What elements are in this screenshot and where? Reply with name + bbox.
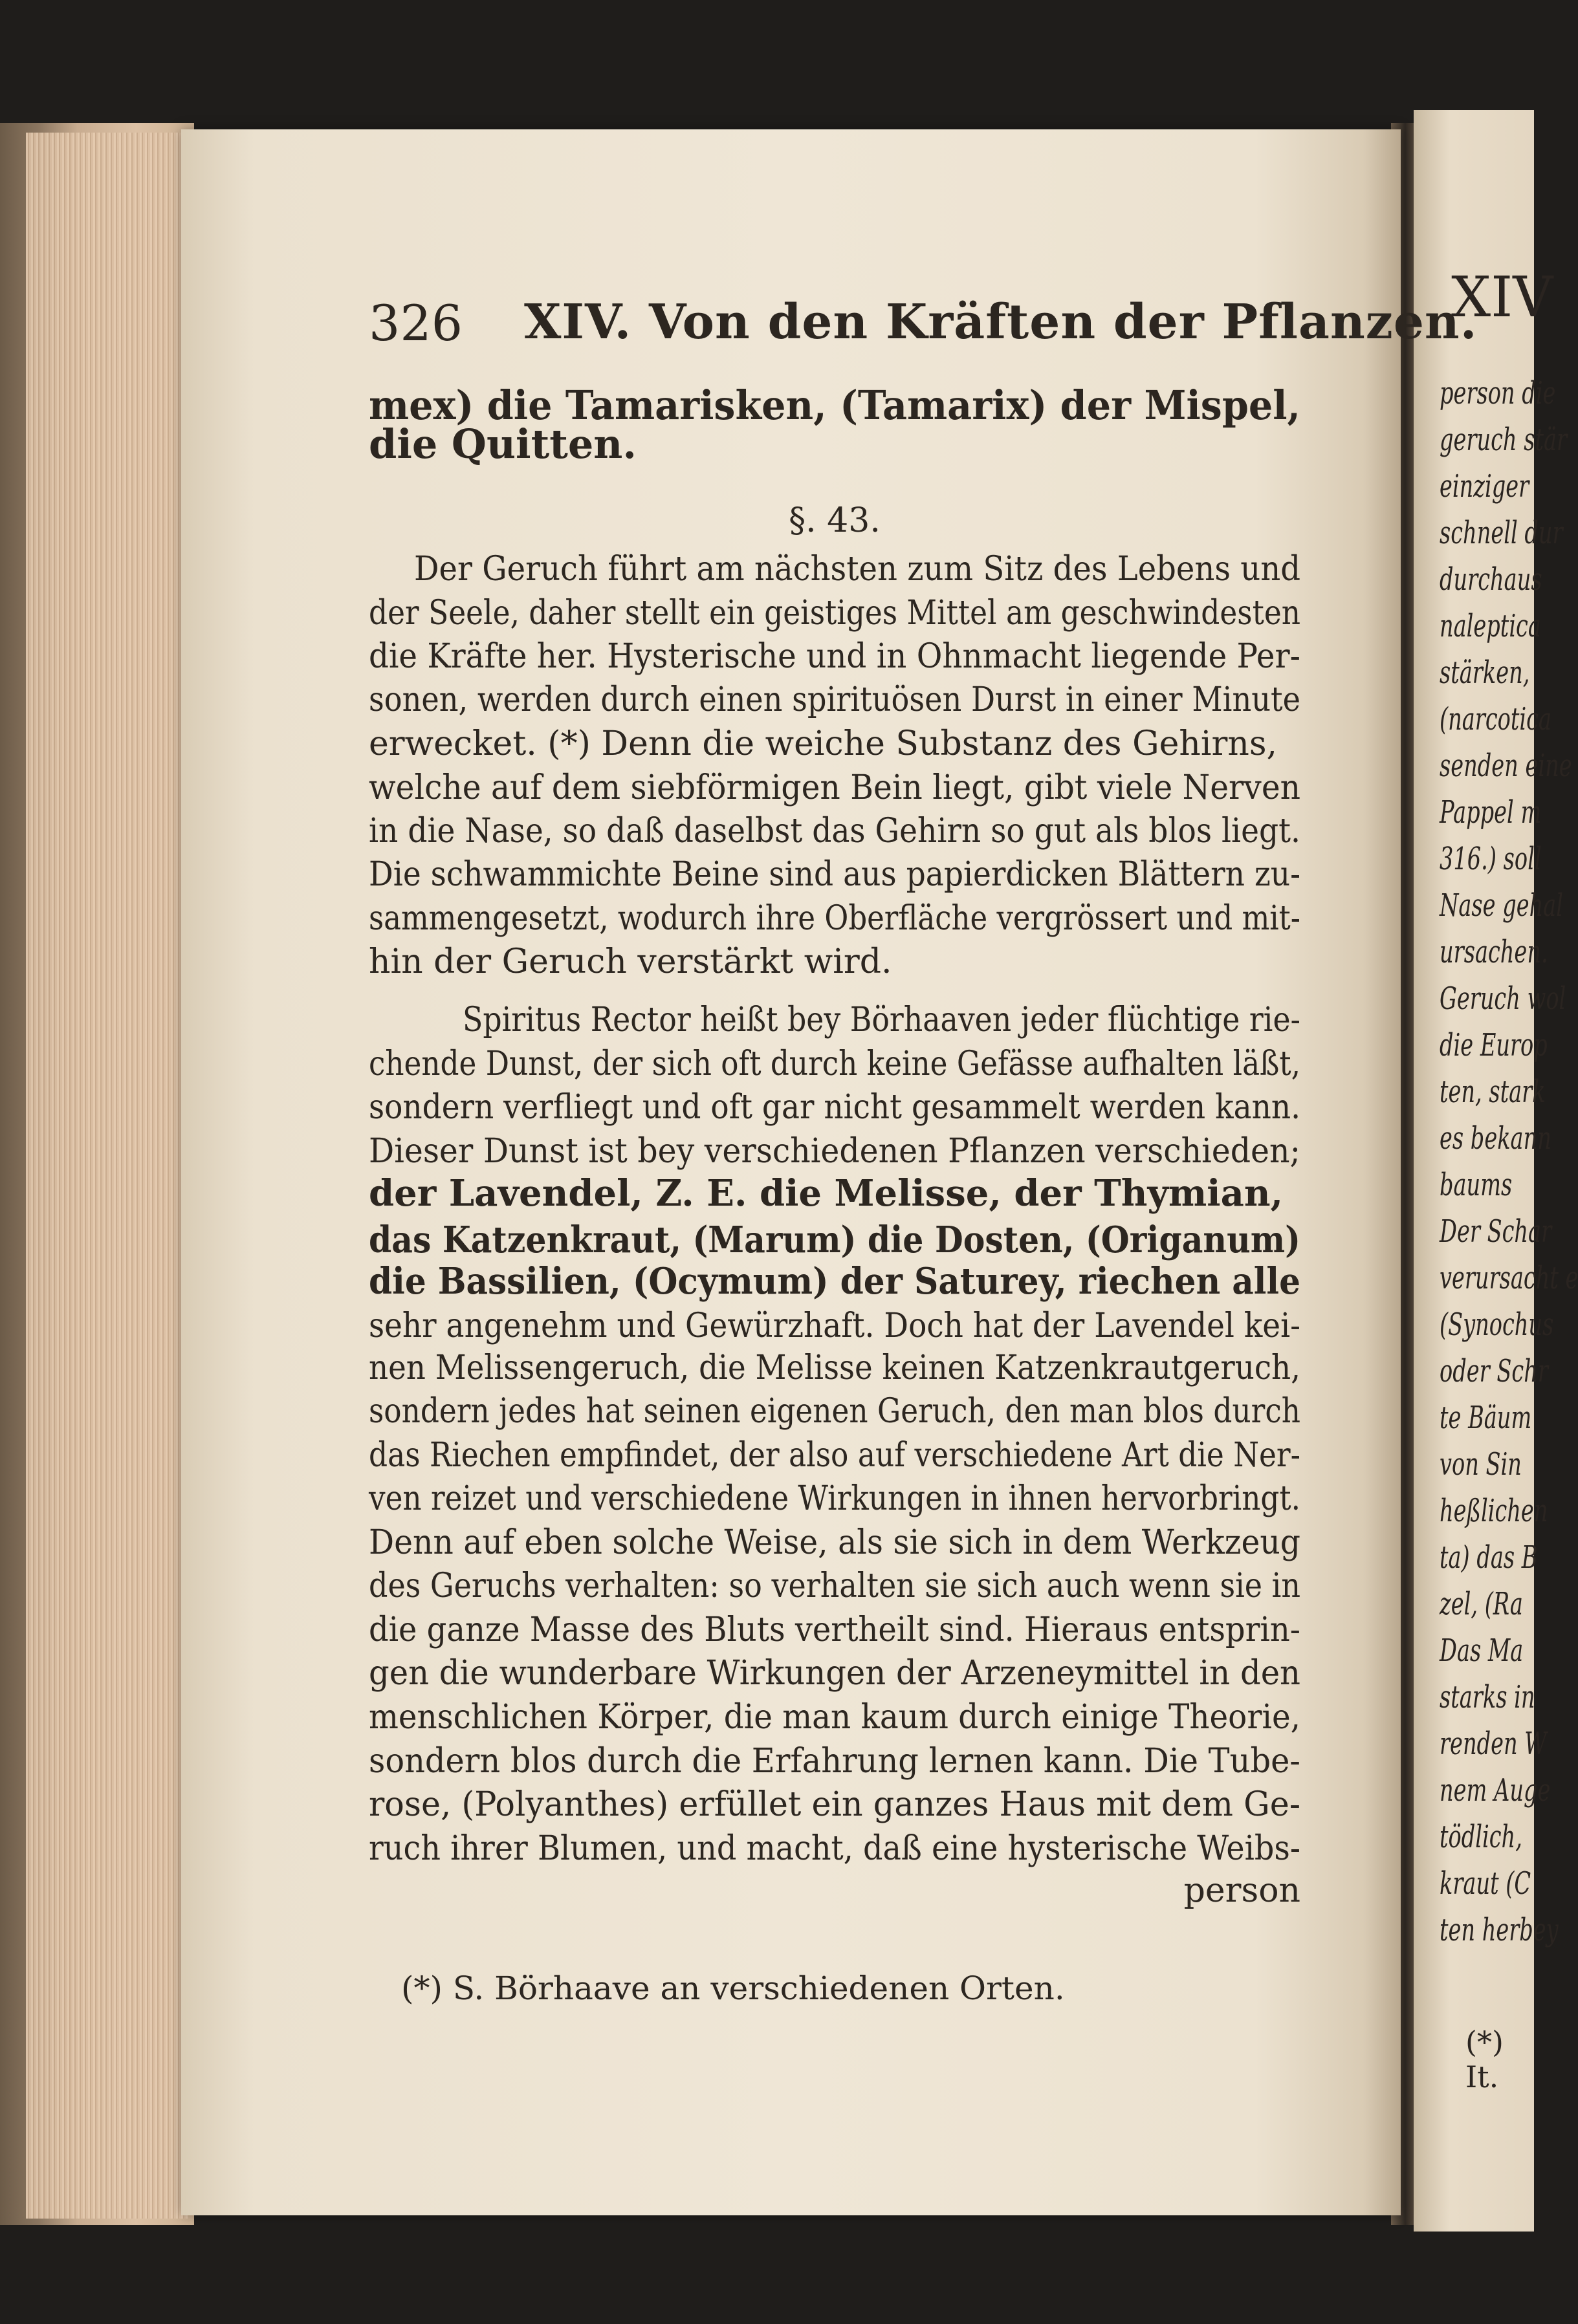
facing-text-line: Das Ma xyxy=(1440,1633,1524,1669)
facing-text-line: Geruch wol xyxy=(1440,981,1566,1017)
facing-text-line: die Europ xyxy=(1440,1027,1548,1063)
facing-text-line: starks in xyxy=(1440,1679,1535,1715)
facing-text-line: naleptica xyxy=(1440,608,1541,644)
facing-text-line: ta) das B xyxy=(1440,1539,1538,1576)
text-line-content: erwecket. (*) Denn die weiche Substanz des Gehirns, xyxy=(369,724,1278,763)
facing-text-line: ten herbey xyxy=(1440,1912,1559,1948)
facing-footnote: (*) It. xyxy=(1465,2025,1504,2094)
text-line-content: der Seele, daher stellt ein geistiges Mittel am geschwindesten xyxy=(369,594,1300,633)
facing-text-line: Der Schar xyxy=(1440,1213,1552,1250)
facing-text-line: nem Auge xyxy=(1440,1772,1551,1808)
text-line xyxy=(369,1436,1300,1475)
text-line-content: der Lavendel, Z. E. die Melisse, der Thymian, xyxy=(369,1172,1284,1215)
text-line-content: die Bassilien, (Ocymum) der Saturey, riechen alle xyxy=(369,1260,1300,1303)
text-line xyxy=(369,1785,1300,1824)
page-number: 326 xyxy=(369,294,463,352)
text-line-content: ruch ihrer Blumen, und macht, daß eine hysterische Weibs- xyxy=(369,1829,1300,1868)
text-line-content: mex) die Tamarisken, (Tamarix) der Mispel, xyxy=(369,382,1300,429)
text-line-content: Dieser Dunst ist bey verschiedenen Pflanzen verschieden; xyxy=(369,1132,1300,1171)
text-line xyxy=(369,1219,1300,1261)
text-line-content: sondern verfliegt und oft gar nicht gesammelt werden kann. xyxy=(369,1088,1300,1127)
text-line xyxy=(369,1742,1300,1781)
facing-text-line: Nase gehal xyxy=(1440,887,1564,924)
text-line xyxy=(369,1523,1300,1562)
text-line-content: menschlichen Körper, die man kaum durch einige Theorie, xyxy=(369,1698,1300,1737)
text-line-content: gen die wunderbare Wirkungen der Arzeneymittel in den xyxy=(369,1654,1300,1693)
facing-text-line: zel, (Ra xyxy=(1440,1586,1523,1622)
text-line xyxy=(369,1479,1300,1518)
text-line xyxy=(414,550,1300,589)
facing-text-line: ten, stark xyxy=(1440,1074,1546,1110)
facing-text-line: te Bäum xyxy=(1440,1400,1532,1436)
facing-running-head: XIV xyxy=(1451,265,1553,330)
text-line xyxy=(369,1172,1300,1215)
facing-text-line: verursacht e xyxy=(1440,1260,1578,1296)
facing-text-line: geruch stär xyxy=(1440,422,1568,458)
facing-text-line: von Sin xyxy=(1440,1446,1522,1482)
text-line-content: das Riechen empfindet, der also auf verschiedene Art die Ner- xyxy=(369,1436,1300,1475)
text-line xyxy=(369,899,1300,938)
text-line-content: §. 43. xyxy=(789,501,881,540)
text-line xyxy=(369,1045,1300,1083)
facing-text-line: stärken, xyxy=(1440,655,1530,691)
text-line xyxy=(369,382,1300,429)
text-line xyxy=(369,637,1300,676)
text-line-content: Die schwammichte Beine sind aus papierdicken Blättern zu- xyxy=(369,855,1300,894)
facing-page xyxy=(1414,110,1578,2232)
text-line-content: des Geruchs verhalten: so verhalten sie sich auch wenn sie in xyxy=(369,1567,1300,1605)
text-line xyxy=(369,1698,1300,1737)
text-line xyxy=(369,855,1300,894)
text-line-content: sonen, werden durch einen spirituösen Durst in einer Minute xyxy=(369,680,1300,719)
text-line xyxy=(369,1611,1300,1649)
text-line-content: nen Melissengeruch, die Melisse keinen Katzenkrautgeruch, xyxy=(369,1349,1300,1387)
text-line xyxy=(369,768,1300,807)
text-line-content: rose, (Polyanthes) erfüllet ein ganzes Haus mit dem Ge- xyxy=(369,1785,1300,1824)
facing-text-line: senden eine xyxy=(1440,748,1572,784)
text-line xyxy=(369,1829,1300,1868)
facing-text-line: Pappel m xyxy=(1440,794,1542,831)
text-line xyxy=(369,1307,1300,1345)
facing-text-line: (Synochus xyxy=(1440,1307,1554,1343)
text-line-content: chende Dunst, der sich oft durch keine Gefässe aufhalten läßt, xyxy=(369,1045,1300,1083)
text-line xyxy=(369,1088,1300,1127)
footnote: (*) S. Börhaave an verschiedenen Orten. xyxy=(401,1970,1065,2007)
text-line xyxy=(369,1132,1300,1171)
facing-text-line: 316.) soll xyxy=(1440,841,1542,877)
text-line-content: Spiritus Rector heißt bey Börhaaven jeder flüchtige rie- xyxy=(463,1001,1300,1039)
text-line-content: hin der Geruch verstärkt wird. xyxy=(369,942,892,981)
facing-text-line: einziger xyxy=(1440,468,1529,505)
text-line xyxy=(369,812,1300,851)
facing-text-line: person die xyxy=(1440,375,1556,411)
page-edges xyxy=(26,133,188,2219)
text-line xyxy=(369,680,1300,719)
text-line xyxy=(369,1349,1300,1387)
facing-text-line: baums xyxy=(1440,1167,1513,1203)
text-line-content: die Kräfte her. Hysterische und in Ohnmacht liegende Per- xyxy=(369,637,1300,676)
facing-text-line: oder Schr xyxy=(1440,1353,1548,1389)
text-line-content: sondern blos durch die Erfahrung lernen kann. Die Tube- xyxy=(369,1742,1300,1781)
text-line xyxy=(369,594,1300,633)
text-line xyxy=(369,1392,1300,1431)
text-line xyxy=(369,724,1300,763)
text-line-content: in die Nase, so daß daselbst das Gehirn so gut als blos liegt. xyxy=(369,812,1300,851)
text-line-content: die Quitten. xyxy=(369,420,637,468)
facing-text-line: durchaus xyxy=(1440,561,1542,598)
text-line-content: welche auf dem siebförmigen Bein liegt, gibt viele Nerven xyxy=(369,768,1300,807)
text-line-content: sammengesetzt, wodurch ihre Oberfläche vergrössert und mit- xyxy=(369,899,1300,938)
facing-text-line: es bekann xyxy=(1440,1120,1551,1157)
text-line-content: die ganze Masse des Bluts vertheilt sind. Hieraus entsprin- xyxy=(369,1611,1300,1649)
facing-text-line: ursachen. xyxy=(1440,934,1548,970)
text-line-content: ven reizet und verschiedene Wirkungen in ihnen hervorbringt. xyxy=(369,1479,1300,1518)
running-head: XIV. Von den Kräften der Pflanzen. xyxy=(524,294,1478,350)
facing-text-line: (narcotica xyxy=(1440,701,1551,737)
text-line-content: sondern jedes hat seinen eigenen Geruch, den man blos durch xyxy=(369,1392,1300,1431)
text-line xyxy=(369,420,1300,468)
facing-text-line: kraut (C xyxy=(1440,1865,1531,1902)
text-line xyxy=(369,501,1300,540)
text-line-content: Denn auf eben solche Weise, als sie sich in dem Werkzeug xyxy=(369,1523,1300,1562)
facing-text-line: schnell dur xyxy=(1440,515,1563,551)
text-line xyxy=(369,942,1300,981)
text-line-content: sehr angenehm und Gewürzhaft. Doch hat der Lavendel kei- xyxy=(369,1307,1300,1345)
text-line xyxy=(369,1567,1300,1605)
text-line-content: person xyxy=(1183,1871,1300,1910)
text-line-content: Der Geruch führt am nächsten zum Sitz des Lebens und xyxy=(414,550,1300,589)
text-line xyxy=(369,1871,1300,1910)
page-header xyxy=(369,294,1478,353)
text-line-content: das Katzenkraut, (Marum) die Dosten, (Origanum) xyxy=(369,1219,1300,1261)
facing-text-line: heßlichen xyxy=(1440,1493,1548,1529)
text-line xyxy=(369,1654,1300,1693)
text-line xyxy=(463,1001,1300,1039)
facing-text-line: renden W xyxy=(1440,1726,1547,1762)
text-line xyxy=(369,1260,1300,1303)
facing-text-line: tödlich, xyxy=(1440,1819,1522,1855)
